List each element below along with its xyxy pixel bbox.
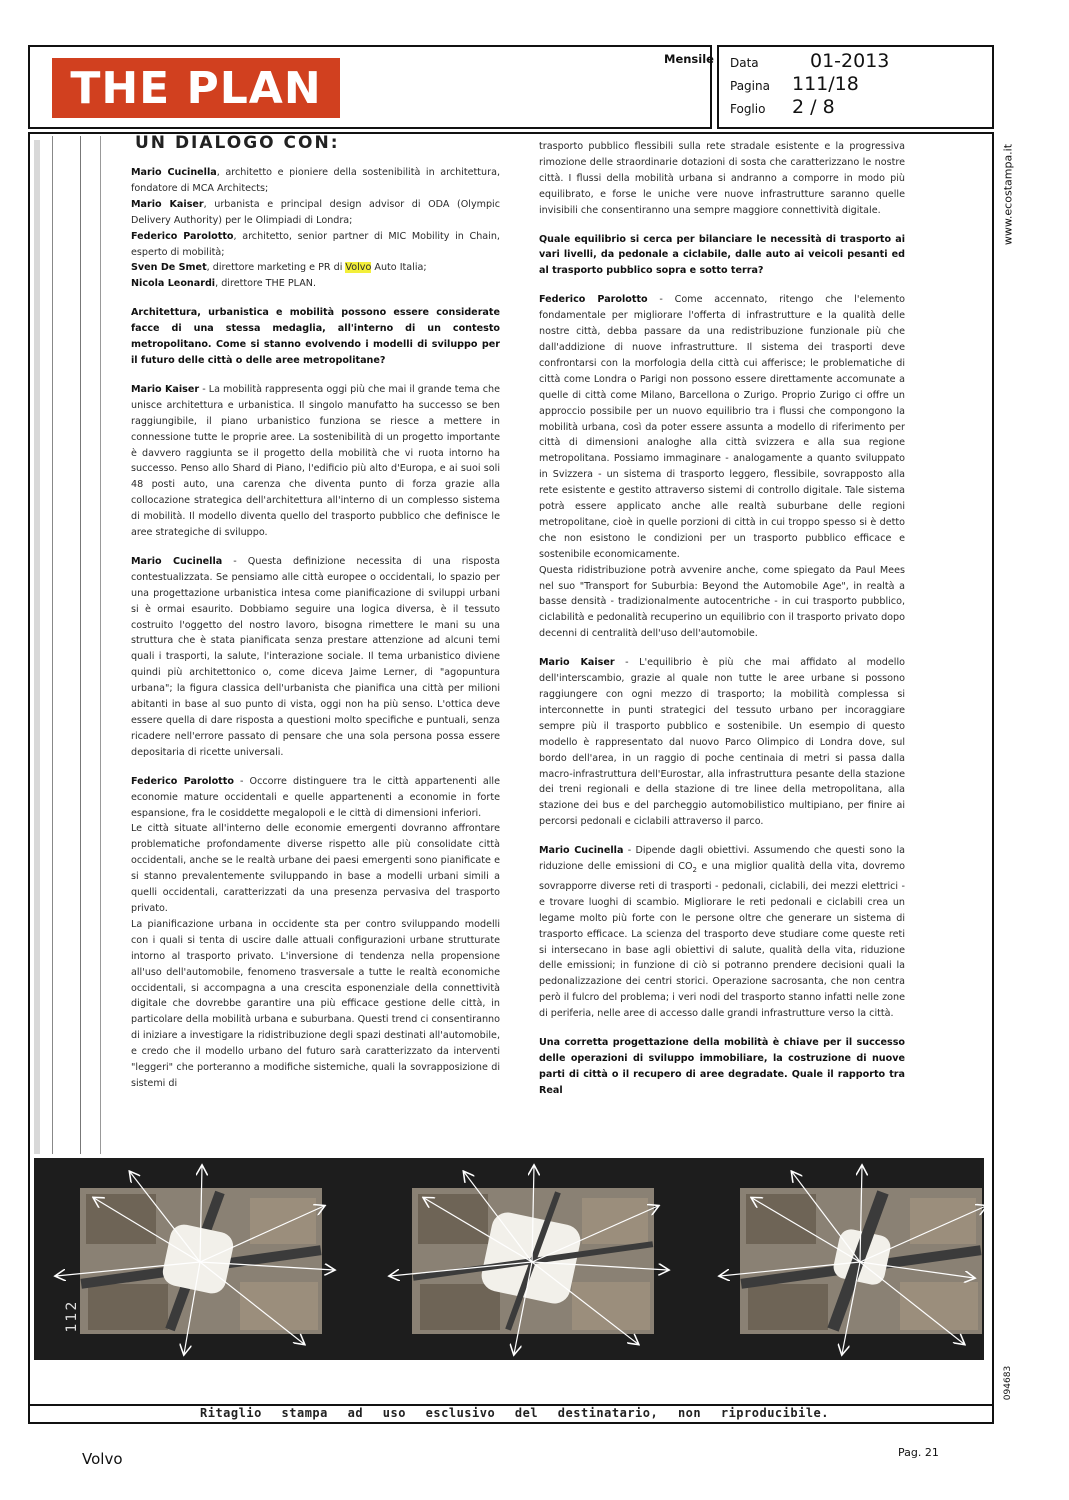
answer-cucinella-1: Mario Cucinella - Questa definizione necessita di una risposta contestualizzata. Se pensiamo alle città europee o occidentali, lo spazio per una progettazione urbanistica intesa come pianificazione di sviluppi urbani si è ormai esaurito. Dobbiamo seguire una logica diversa, è il tessuto costruito l'oggetto del nostro lavoro, bisogna rimettere le mani su una struttura che è stata pianificata senza prestare attenzione ad alcuni temi quali i trasporti, la salute, l'interazione sociale. Il tema urbanistico diviene quindi più architettonico o, come diceva Jaime Lerner, di "agopuntura urbana"; la figura classica dell'urbanista che pianifica una città per milioni abitanti in base al suo punto di vista, oggi non ha più senso. L'ottica deve essere quella di dare risposta a questioni molto specifiche e puntuali, senza ricadere nell'errore passato di pensare che una sola persona possa essere depositaria di ricette universali. [131, 555, 500, 758]
client-name: Volvo [82, 1450, 123, 1468]
masthead-logo: THE PLAN [52, 58, 340, 118]
meta-value: 01-2013 [810, 50, 890, 72]
meta-table [730, 50, 980, 119]
question-2: Quale equilibrio si cerca per bilanciare le necessità di trasporto ai vari livelli, da pedonale a ciclabile, dalle auto ai veicoli pesanti ed al trasporto pubblico sopra e sotto terra? [539, 233, 905, 277]
scan-edge-line [80, 136, 81, 1154]
participants-list [131, 165, 500, 292]
answer-cucinella-2: Mario Cucinella - Dipende dagli obiettivi. Assumendo che questi sono la riduzione delle emissioni di $CO_2$ e una miglior qualità della vita, dovremo sovrapporre diverse reti di trasporti - pedonali, ciclabili, dei mezzi elettrici - e trovare luoghi di scambio. Migliorare le reti pedonali e ciclabili crea un legame molto più forte con le persone oltre che generare un sistema di trasporto efficace. La scienza del trasporto deve studiare come queste reti si intersecano in base agli obiettivi di salute, qualità della vita, riduzione delle emissioni; in funzione di ciò si potranno prendere decisioni quali la pedonalizzazione dei centri storici. Operazione sacrosanta, che non centra però il fulcro del problema; i veri nodi del trasporto stanno infatti nelle zone di periferia, nelle aree di accesso dalle grandi infrastrutture verso la città. [539, 845, 905, 1020]
answer-parolotto-1-continued: trasporto pubblico flessibili sulla rete stradale esistente e la progressiva rimozione delle straordinarie dotazioni di sosta che caratterizzano le nostre città. I flussi della mobilità urbana si andranno a comporre in modo più equilibrato, e forse le uniche vere nuove infrastrutture saranno quelle invisibili che consentiranno una sempre maggiore connettività digitale. [539, 141, 905, 216]
answer-parolotto-2: Federico Parolotto - Come accennato, ritengo che l'elemento fondamentale per migliorare l'offerta di infrastrutture e la qualità delle nostre città, debba passare da una redistribuzione funzionale più che dall'addizione di nuove infrastrutture. Il sistema dei trasporti deve confrontarsi con la morfologia della città cui afferisce; le problematiche di città come Londra o Parigi non possono essere direttamente accomunate a quelle di città come Milano, Barcellona o Zurigo. Proprio Zurigo ci offre un approccio possibile per un nuovo equilibrio tra i flussi che compongono la mobilità urbana, così da poter essere assunta a modello di riferimento per città di dimensioni analoghe alla città svizzera e alla sua regione metropolitana. Possiamo immaginare - analogamente a quanto sviluppato in Svizzera - un sistema di trasporto leggero, flessibile, sovrapposto alla rete esistente e gestito attraverso sistemi di controllo digitale. Tale sistema potrà essere applicato anche alle realtà suburbane delle regioni metropolitane, cioè in quelle porzioni di città in cui troppo spesso si è detto che non esistono le condizioni per un trasporto pubblico efficace e sostenibile economicamente. [539, 294, 905, 560]
periodicity-label: Mensile [664, 52, 714, 66]
page-indicator: Pag. 21 [898, 1446, 939, 1459]
meta-row-date [730, 50, 980, 73]
answer-parolotto-2-p2: Questa ridistribuzione potrà avvenire anche, come spiegato da Paul Mees nel suo "Transport for Suburbia: Beyond the Automobile Age", in realtà a basse densità - tradizionalmente autocentriche - in cui trasporto pubblico, ciclabilità e pedonalità recuperino un equilibrio con il trasporto privato dopo decenni di centralità dell'uso dell'automobile. [539, 564, 905, 640]
participant: Mario Kaiser, urbanista e principal design advisor di ODA (Olympic Delivery Authority) per le Olimpiadi di Londra; [131, 198, 500, 226]
meta-row-page [730, 73, 980, 96]
question-3: Una corretta progettazione della mobilità è chiave per il successo delle operazioni di sviluppo immobiliare, la costruzione di nuove parti di città o il recupero di aree degradate. Quale il rapporto tra Real [539, 1037, 905, 1096]
scan-edge-shadow [34, 140, 40, 1154]
right-column [539, 139, 905, 1112]
left-column [131, 133, 500, 1092]
question-1: Architettura, urbanistica e mobilità possono essere considerate facce di una stessa medaglia, all'interno di un contesto metropolitano. Come si stanno evolvendo i modelli di sviluppo per il futuro delle città o delle aree metropolitane? [131, 307, 500, 366]
participant: Federico Parolotto, architetto, senior partner di MIC Mobility in Chain, esperto di mobilità; [131, 230, 500, 258]
answer-kaiser-2: Mario Kaiser - L'equilibrio è più che mai affidato al modello dell'interscambio, grazie al quale non tutte le aree urbane si possono raggiungere con ogni mezzo di trasporto; la mobilità complessa si interconnette in punti strategici del tessuto urbano per incoraggiare sempre più il trasporto pubblico e sostenibile. Un esempio di questo modello è rappresentato dal nuovo Parco Olimpico di Londra dove, sul bordo dell'area, in un raggio di poche centinaia di metri si passa dalla macro-infrastruttura dell'Eurostar, alla infrastruttura pesante della stazione dei treni regionali e della stazione di tre linee della metropolitana, alla stazione dei bus e del parcheggio automobilistico multipiano, per finire ai percorsi pedonali e ciclabili attraverso il parco. [539, 657, 905, 828]
image-strip [34, 1158, 984, 1360]
meta-label: Foglio [730, 102, 766, 116]
meta-label: Data [730, 56, 759, 70]
side-url: www.ecostampa.it [1001, 143, 1015, 246]
meta-value: 111/18 [792, 73, 859, 95]
scan-edge-line [52, 136, 53, 1154]
answer-kaiser-1: Mario Kaiser - La mobilità rappresenta oggi più che mai il grande tema che unisce architettura e urbanistica. Il singolo manufatto ha successo se ben raggiungibile, il piano urbanistico funziona se riesce a mettere in connessione tutte le proprie aree. La sostenibilità di un progetto importante è davvero raggiunta se il progetto della mobilità che vi ruota intorno ha successo. Penso allo Shard di Piano, l'edificio più alto d'Europa, e ai suoi soli 48 posti auto, una carenza che diventa punto di forza grazie alla collocazione strategica dell'architettura all'interno di un complesso sistema di mobilità. Il modello diventa quello del trasporto pubblico che definisce le aree strategiche di sviluppo. [131, 383, 500, 539]
answer-parolotto-1-p2: Le città situate all'interno delle economie emergenti dovranno affrontare problematiche profondamente diverse rispetto alle più consolidate città occidentali, anche se le realtà urbane dei paesi emergenti sono pianificate e si stanno prevalentemente sviluppando in base a modelli urbani simili a quelli occidentali, caratterizzati da una presenza pervasiva del trasporto privato. [131, 823, 500, 914]
answer-parolotto-1: Federico Parolotto - Occorre distinguere tra le città appartenenti alle economie mature occidentali e quelle appartenenti a economie in forte espansione, fra le cosiddette megalopoli e le città di dimensioni inferiori. [131, 775, 500, 819]
article-heading: UN DIALOGO CON: [135, 133, 340, 153]
participant: Sven De Smet, direttore marketing e PR di Volvo Auto Italia; [131, 262, 427, 274]
meta-value: 2 / 8 [792, 96, 835, 118]
side-code: 094683 [1003, 1365, 1013, 1401]
copyright-notice: Ritaglio stampa ad uso esclusivo del destinatario, non riproducibile. [200, 1406, 829, 1420]
highlighted-keyword: Volvo [345, 262, 372, 274]
answer-parolotto-1-p3: La pianificazione urbana in occidente sta per contro sviluppando modelli con i quali si tenta di uscire dalle attuali configurazioni urbane strutturate intorno al trasporto privato. L'inversione di tendenza nella propensione all'uso dell'automobile, fenomeno trasversale a tutte le realtà economiche occidentali, si accompagna a una crescita esponenziale della connettività digitale che dovrebbe garantire una più efficace gestione delle città, in particolare della mobilità urbana e suburbana. Questi trend ci consentiranno di iniziare a investigare la ridistribuzione degli spazi destinati all'automobile, e credo che il modello urbano del futuro sarà caratterizzato da interventi "leggeri" che porteranno a modifiche sistemiche, quali la sovrapposizione di sistemi di [131, 918, 500, 1089]
meta-row-sheet [730, 96, 980, 119]
participant: Mario Cucinella, architetto e pioniere della sostenibilità in architettura, fondatore di MCA Architects; [131, 167, 500, 194]
meta-label: Pagina [730, 79, 770, 93]
flow-arrows-overlay [34, 1158, 984, 1360]
participant: Nicola Leonardi, direttore THE PLAN. [131, 278, 317, 290]
page-number: 112 [64, 1299, 80, 1333]
scan-edge-line [100, 136, 101, 1154]
